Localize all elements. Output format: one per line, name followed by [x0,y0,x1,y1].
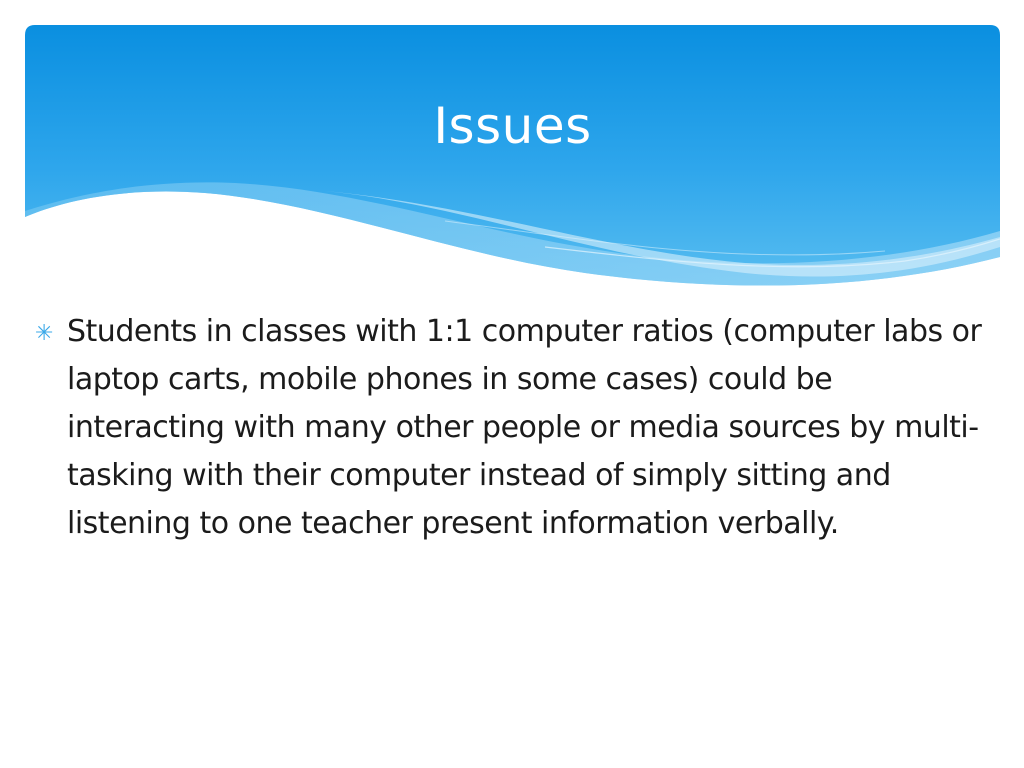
slide-content [35,308,995,548]
wave-banner-graphic [25,25,1000,287]
bullet-item [35,308,995,548]
slide-title: Issues [433,97,592,155]
asterisk-bullet-icon: ✳ [35,321,54,346]
bullet-text: Students in classes with 1:1 computer ratios (computer labs or laptop carts, mobile phones in some cases) could be interacting with many other people or media sources by multi-tasking with their computer instead of simply sitting and listening to one teacher present information verbally. [67,314,982,541]
header-banner [25,25,1000,287]
